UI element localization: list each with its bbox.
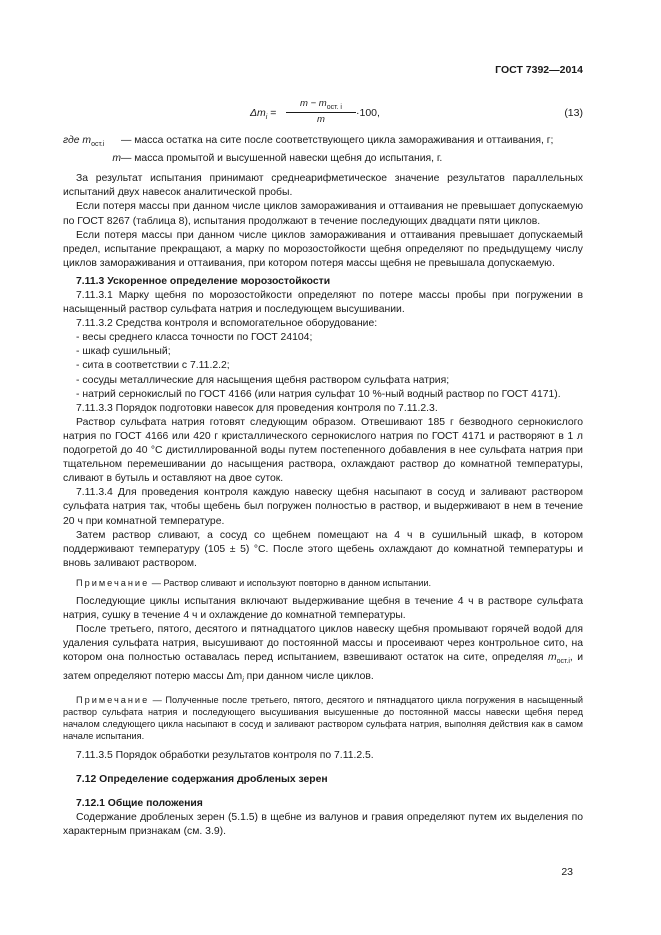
- formula-fraction: [286, 98, 356, 125]
- formula-lhs: $\Delta m_i$ =: [250, 107, 277, 122]
- formula-rhs: ·100,: [356, 107, 380, 119]
- paragraph: 7.11.3.4 Для проведения контроля каждую навеску щебня насыпают в сосуд и заливают раствором сульфата натрия так, чтобы щебень был погружен полностью в раствор, и выдерживают в нем в течение 20 ч при комнатной температуре.: [63, 487, 583, 527]
- list-item: - сосуды металлические для насыщения щебня раствором сульфата натрия;: [76, 374, 450, 386]
- paragraph: 7.11.3.1 Марку щебня по морозостойкости определяют по потере массы пробы при погружении в насыщенный раствор сульфата натрия и последующем высушивании.: [63, 290, 583, 316]
- formula-numerator: $m - m_{ост. i}$: [286, 98, 356, 113]
- section-heading: 7.12.1 Общие положения: [76, 797, 203, 809]
- paragraph: Раствор сульфата натрия готовят следующим образом. Отвешивают 185 г безводного сернокислого натрия по ГОСТ 4166 или 420 г кристаллического сернокислого натрия по ГОСТ 4171 и растворяют в 1 л подогретой до 40 °С дистиллированной воды путем постепенного добавления в нее сульфата натрия при тщательном перемешивании до насыщения раствора, охлаждают раствор до комнатной температуры, сливают в бутыль и оставляют на двое суток.: [63, 416, 583, 485]
- document-body: [63, 134, 583, 839]
- paragraph: 7.11.3.5 Порядок обработки результатов контроля по 7.11.2.5.: [76, 749, 374, 761]
- page-number: 23: [561, 866, 573, 878]
- standard-header: ГОСТ 7392—2014: [495, 64, 583, 76]
- list-item: - натрий сернокислый по ГОСТ 4166 (или натрия сульфат 10 %-ный водный раствор по ГОСТ 4171).: [76, 388, 561, 400]
- where-row-1: где $m_{ост.i}$ — масса остатка на сите после соответствующего цикла замораживания и оттаивания, г;: [63, 135, 554, 149]
- where-row-2: m — масса промытой и высушенной навески щебня до испытания, г.: [112, 153, 443, 165]
- list-item: - шкаф сушильный;: [76, 346, 171, 358]
- paragraph: Затем раствор сливают, а сосуд со щебнем помещают на 4 ч в сушильный шкаф, в котором поддерживают температуру (105 ± 5) °С. После этого щебень охлаждают до комнатной температуры и вновь заливают раствором.: [63, 529, 583, 569]
- section-heading: 7.11.3 Ускоренное определение морозостойкости: [76, 275, 331, 287]
- list-item: - весы среднего класса точности по ГОСТ 24104;: [76, 332, 313, 344]
- formula-denominator: m: [317, 113, 325, 125]
- note: Примечание — Полученные после третьего, пятого, десятого и пятнадцатого цикла погружения в насыщенный раствор сульфата натрия и последующего высушивания высушенные до постоянной массы навески щебня перед началом следующего цикла насыпают в сосуд и заливают раствором сульфата натрия, выполняя действия как в самом начале испытания.: [63, 694, 583, 742]
- paragraph: 7.11.3.3 Порядок подготовки навесок для проведения контроля по 7.11.2.3.: [76, 402, 438, 414]
- paragraph: Последующие циклы испытания включают выдерживание щебня в течение 4 ч в растворе сульфата натрия, сушку в течение 4 ч и охлаждение до комнатной температуры.: [63, 596, 583, 622]
- list-item: - сита в соответствии с 7.11.2.2;: [76, 360, 230, 372]
- paragraph: 7.11.3.2 Средства контроля и вспомогательное оборудование:: [76, 318, 378, 330]
- paragraph: После третьего, пятого, десятого и пятнадцатого циклов навеску щебня промывают горячей водой для удаления сульфата натрия, высушивают до постоянной массы и просеивают через контрольное сито, на котором она полностью оставалась перед испытанием, взвешивают остаток на сите, определяя $m_{ост.i}$, и затем определяют потерю массы $\Delta m_i$ при данном числе циклов.: [63, 624, 583, 684]
- formula-13: [0, 98, 661, 132]
- note: Примечание — Раствор сливают и используют повторно в данном испытании.: [76, 577, 432, 588]
- formula-number: (13): [564, 107, 583, 119]
- paragraph: Содержание дробленых зерен (5.1.5) в щебне из валунов и гравия определяют путем их выделения по характерным признакам (см. 3.9).: [63, 811, 583, 837]
- paragraph: Если потеря массы при данном числе циклов замораживания и оттаивания не превышает допускаемую по ГОСТ 8267 (таблица 8), испытания продолжают в течение последующих двадцати пяти циклов.: [63, 201, 583, 227]
- section-heading: 7.12 Определение содержания дробленых зерен: [76, 773, 328, 785]
- paragraph: За результат испытания принимают среднеарифметическое значение результатов параллельных испытаний двух навесок аналитической пробы.: [63, 173, 583, 199]
- paragraph: Если потеря массы при данном числе циклов замораживания и оттаивания превышает допускаемый предел, испытание прекращают, а марку по морозостойкости щебня определяют по предыдущему числу циклов замораживания и оттаивания, при котором потеря массы щебня не превышала допускаемую.: [63, 229, 583, 269]
